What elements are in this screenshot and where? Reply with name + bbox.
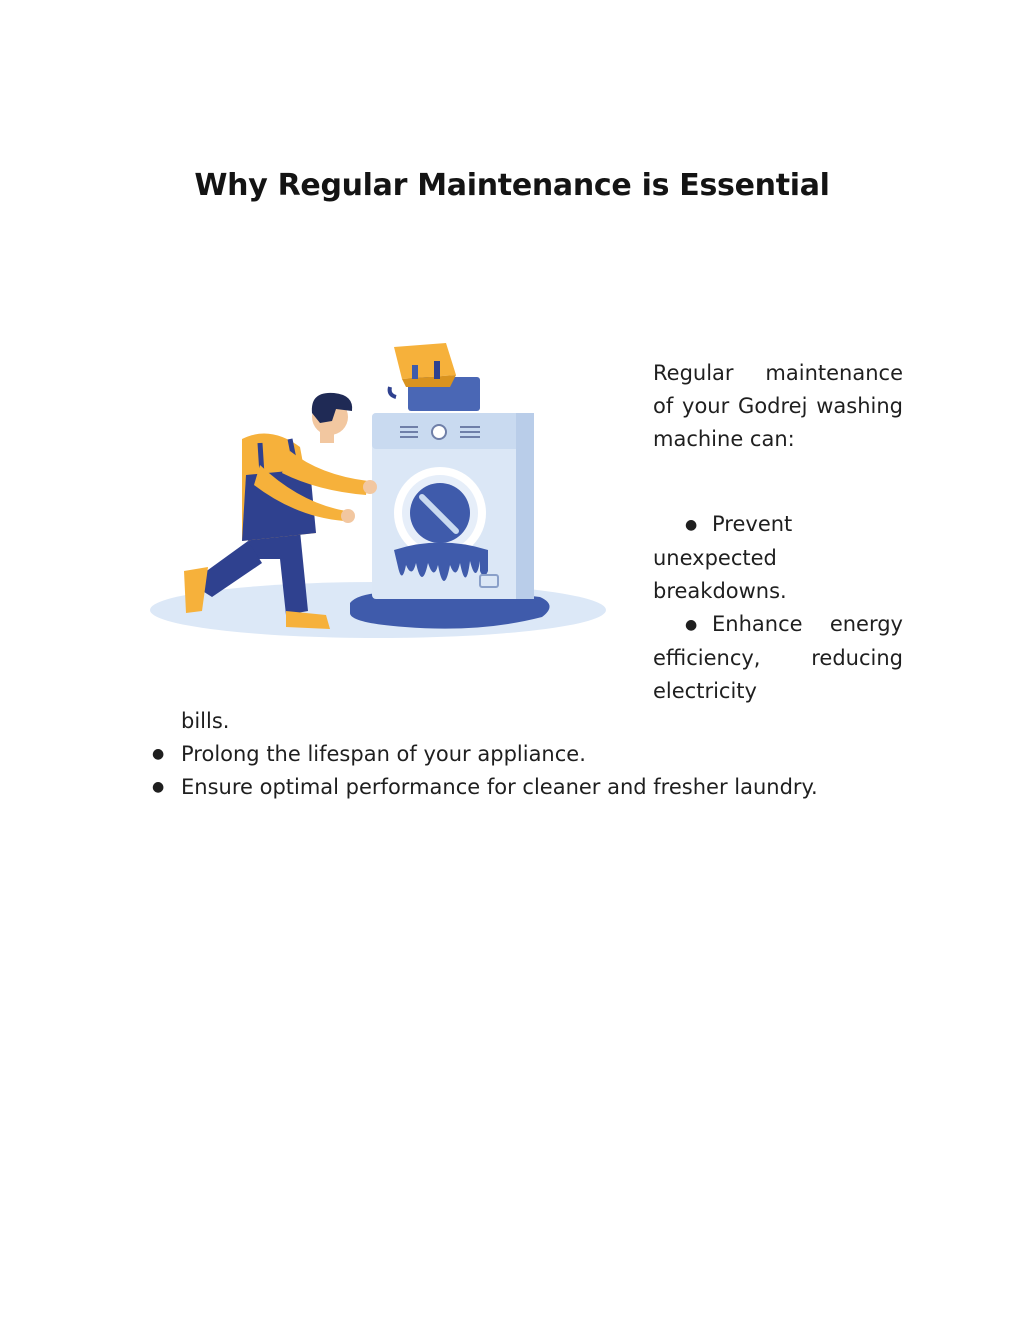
bullet-icon: ●: [685, 617, 698, 633]
list-item-continuation: bills.: [181, 709, 230, 733]
list-item: [150, 771, 818, 804]
washing-machine-icon: [372, 413, 534, 599]
list-item: [653, 508, 903, 608]
bullet-icon: ●: [152, 746, 165, 762]
list-item-text: Ensure optimal performance for cleaner and fresher laundry.: [181, 775, 818, 799]
repairman-washing-machine-illustration: [150, 335, 610, 645]
bullet-icon: ●: [685, 517, 698, 533]
intro-paragraph: Regular maintenance of your Godrej washing machine can:: [653, 361, 903, 451]
page-title: Why Regular Maintenance is Essential: [194, 168, 830, 203]
main-bullet-list: [150, 738, 818, 804]
list-item: [150, 738, 818, 771]
list-item-text: Prevent unexpected breakdowns.: [653, 512, 793, 603]
list-item-text: Prolong the lifespan of your appliance.: [181, 742, 586, 766]
bullet-icon: ●: [152, 779, 165, 795]
list-item-text: Enhance energy efficiency, reducing electricity: [653, 612, 903, 703]
side-bullet-list: [653, 508, 903, 708]
toolbox-icon: [390, 343, 480, 411]
list-item: [653, 608, 903, 708]
